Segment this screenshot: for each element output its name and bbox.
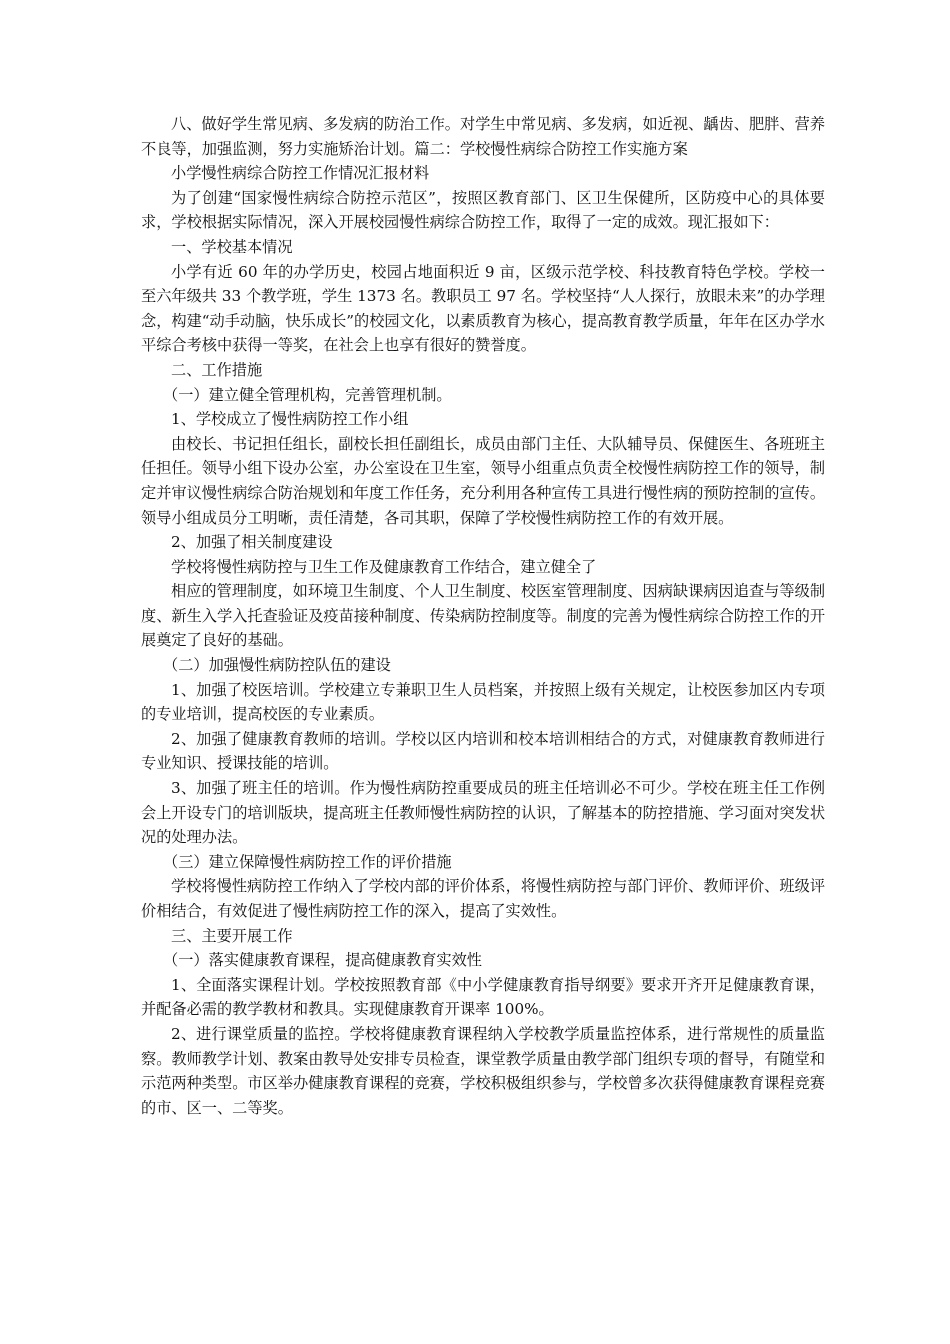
document-title: 小学慢性病综合防控工作情况汇报材料 [171, 164, 430, 183]
paragraph: 2、进行课堂质量的监控。学校将健康教育课程纳入学校教学质量监控体系，进行常规性的质量监察。教师教学计划、教案由教导处安排专员检查，课堂教学质量由教学部门组织专项的督导，有随堂和示范两种类型。市区举办健康教育课程的竞赛，学校积极组织参与，学校曾多次获得健康教育课程竞赛的市、区一、二等奖。 [141, 1024, 825, 1117]
section-heading: 一、学校基本情况 [171, 237, 293, 256]
subsection-heading: （一）落实健康教育课程，提高健康教育实效性 [163, 951, 482, 970]
paragraph: 2、加强了健康教育教师的培训。学校以区内培训和校本培训相结合的方式，对健康教育教师进行专业知识、授课技能的培训。 [141, 729, 825, 773]
paragraph: 学校将慢性病防控与卫生工作及健康教育工作结合，建立健全了 [171, 557, 597, 576]
paragraph: 1、全面落实课程计划。学校按照教育部《中小学健康教育指导纲要》要求开齐开足健康教育课，并配备必需的教学教材和教具。实现健康教育开课率 100%。 [141, 975, 825, 1019]
paragraph: 为了创建“国家慢性病综合防控示范区”，按照区教育部门、区卫生保健所，区防疫中心的具体要求，学校根据实际情况，深入开展校园慢性病综合防控工作，取得了一定的成效。现汇报如下： [141, 188, 825, 232]
paragraph: 1、加强了校医培训。学校建立专兼职卫生人员档案，并按照上级有关规定，让校医参加区内专项的专业培训，提高校医的专业素质。 [141, 680, 825, 724]
paragraph: 相应的管理制度，如环境卫生制度、个人卫生制度、校医室管理制度、因病缺课病因追查与等级制度、新生入学入托查验证及疫苗接种制度、传染病防控制度等。制度的完善为慢性病综合防控工作的开展奠定了良好的基础。 [141, 582, 825, 650]
subsection-heading: （二）加强慢性病防控队伍的建设 [163, 656, 391, 675]
paragraph: 由校长、书记担任组长，副校长担任副组长，成员由部门主任、大队辅导员、保健医生、各班班主任担任。领导小组下设办公室，办公室设在卫生室，领导小组重点负责全校慢性病防控工作的领导，制定并审议慢性病综合防治规划和年度工作任务，充分利用各种宣传工具进行慢性病的预防控制的宣传。领导小组成员分工明晰，责任清楚，各司其职，保障了学校慢性病防控工作的有效开展。 [141, 434, 825, 527]
section-heading: 二、工作措施 [171, 360, 263, 379]
subsection-heading: （三）建立保障慢性病防控工作的评价措施 [163, 852, 452, 871]
item-heading: 2、加强了相关制度建设 [171, 533, 333, 552]
paragraph: 3、加强了班主任的培训。作为慢性病防控重要成员的班主任培训必不可少。学校在班主任工作例会上开设专门的培训版块，提高班主任教师慢性病防控的认识，了解基本的防控措施、学习面对突发状况的处理办法。 [141, 779, 825, 847]
paragraph: 学校将慢性病防控工作纳入了学校内部的评价体系，将慢性病防控与部门评价、教师评价、班级评价相结合，有效促进了慢性病防控工作的深入，提高了实效性。 [141, 877, 825, 920]
paragraph: 小学有近 60 年的办学历史，校园占地面积近 9 亩，区级示范学校、科技教育特色学校。学校一至六年级共 33 个教学班，学生 1373 名。教职员工 97 名。学校坚持“人人探行，放眼未来”的办学理念，构建“动手动脑，快乐成长”的校园文化，以素质教育为核心，提高教育教学质量，年年在区办学水平综合考核中获得一等奖，在社会上也享有很好的赞誉度。 [141, 262, 825, 355]
document-body [141, 112, 825, 1120]
subsection-heading: （一）建立健全管理机构，完善管理机制。 [163, 385, 452, 404]
section-heading: 三、主要开展工作 [171, 926, 293, 945]
item-heading: 1、学校成立了慢性病防控工作小组 [171, 410, 409, 429]
paragraph: 八、做好学生常见病、多发病的防治工作。对学生中常见病、多发病，如近视、龋齿、肥胖、营养不良等，加强监测，努力实施矫治计划。篇二：学校慢性病综合防控工作实施方案 [141, 115, 825, 158]
